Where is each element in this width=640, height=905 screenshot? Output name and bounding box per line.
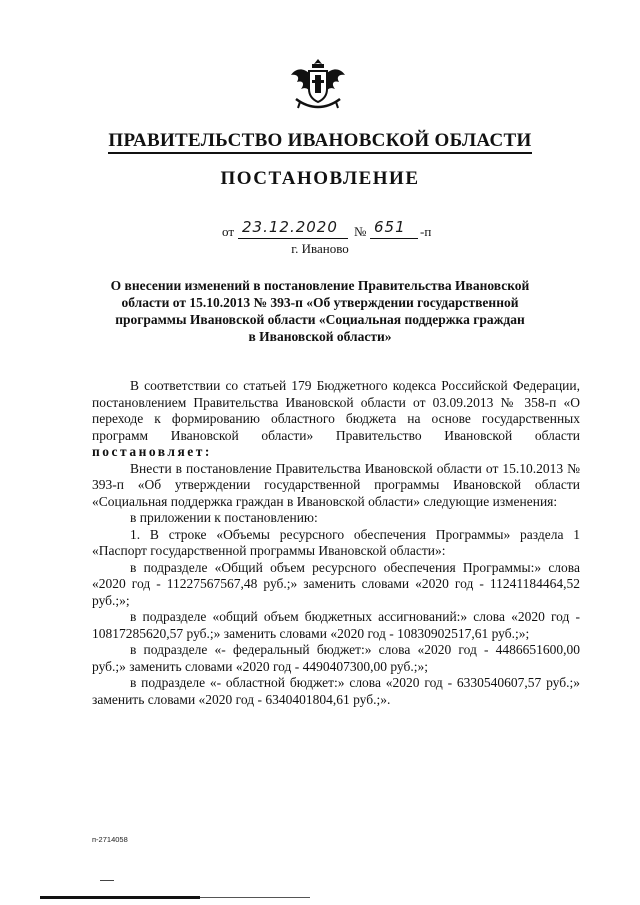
date-number-line [222, 218, 462, 242]
scan-artifact [200, 897, 310, 898]
government-title: ПРАВИТЕЛЬСТВО ИВАНОВСКОЙ ОБЛАСТИ [0, 130, 640, 152]
body-paragraph: в подразделе «Общий объем ресурсного обеспечения Программы:» слова «2020 год - 11227567567,48 руб.;» заменить словами «2020 год - 11241184464,52 руб.;»; [92, 559, 580, 608]
document-number: 651 [374, 218, 406, 236]
date-underline [238, 238, 348, 239]
body-paragraph: в подразделе «общий объем бюджетных ассигнований:» слова «2020 год - 10817285620,57 руб.;» заменить словами «2020 год - 10830902517,61 руб.;»; [92, 609, 580, 641]
document-date: 23.12.2020 [242, 218, 338, 236]
footer-code: п-2714058 [92, 835, 128, 844]
intro-paragraph: В соответствии со статьей 179 Бюджетного кодекса Российской Федерации, постановлением Правительства Ивановской области от 03.09.2013 № 358-п «О переходе к формированию областного бюджета на основе государственных программ Ивановской области» Правительство Ивановской области постановляет: [92, 378, 580, 459]
decree-word: постановляет: [92, 444, 212, 459]
body-paragraph: в подразделе «- областной бюджет:» слова «2020 год - 6330540607,57 руб.;» заменить словами «2020 год - 6340401804,61 руб.;». [92, 675, 580, 707]
body-paragraph: Внести в постановление Правительства Ивановской области от 15.10.2013 № 393-п «Об утверждении государственной программы Ивановской области «Социальная поддержка граждан в Ивановской области» следующие изменения: [92, 460, 580, 509]
scan-artifact [100, 880, 114, 881]
date-prefix: от [222, 224, 235, 239]
number-prefix: № [354, 224, 367, 239]
number-underline [370, 238, 418, 239]
body-paragraph: 1. В строке «Объемы ресурсного обеспечения Программы» раздела 1 «Паспорт государственной программы Ивановской области»: [92, 526, 580, 558]
number-suffix: -п [420, 224, 432, 239]
body-paragraph: в приложении к постановлению: [130, 510, 318, 525]
scan-artifact [40, 896, 200, 899]
document-body [92, 378, 580, 708]
document-type: ПОСТАНОВЛЕНИЕ [220, 168, 420, 189]
city: г. Иваново [291, 241, 349, 256]
coat-of-arms-emblem [288, 55, 348, 113]
body-paragraph: в подразделе «- федеральный бюджет:» слова «2020 год - 4486651600,00 руб.;» заменить словами «2020 год - 4490407300,00 руб.;»; [92, 642, 580, 674]
document-subject: О внесении изменений в постановление Правительства Ивановской области от 15.10.2013 № 393-п «Об утверждении государственной программы Ивановской области «Социальная поддержка граждан в Ивановской области» [110, 278, 530, 344]
